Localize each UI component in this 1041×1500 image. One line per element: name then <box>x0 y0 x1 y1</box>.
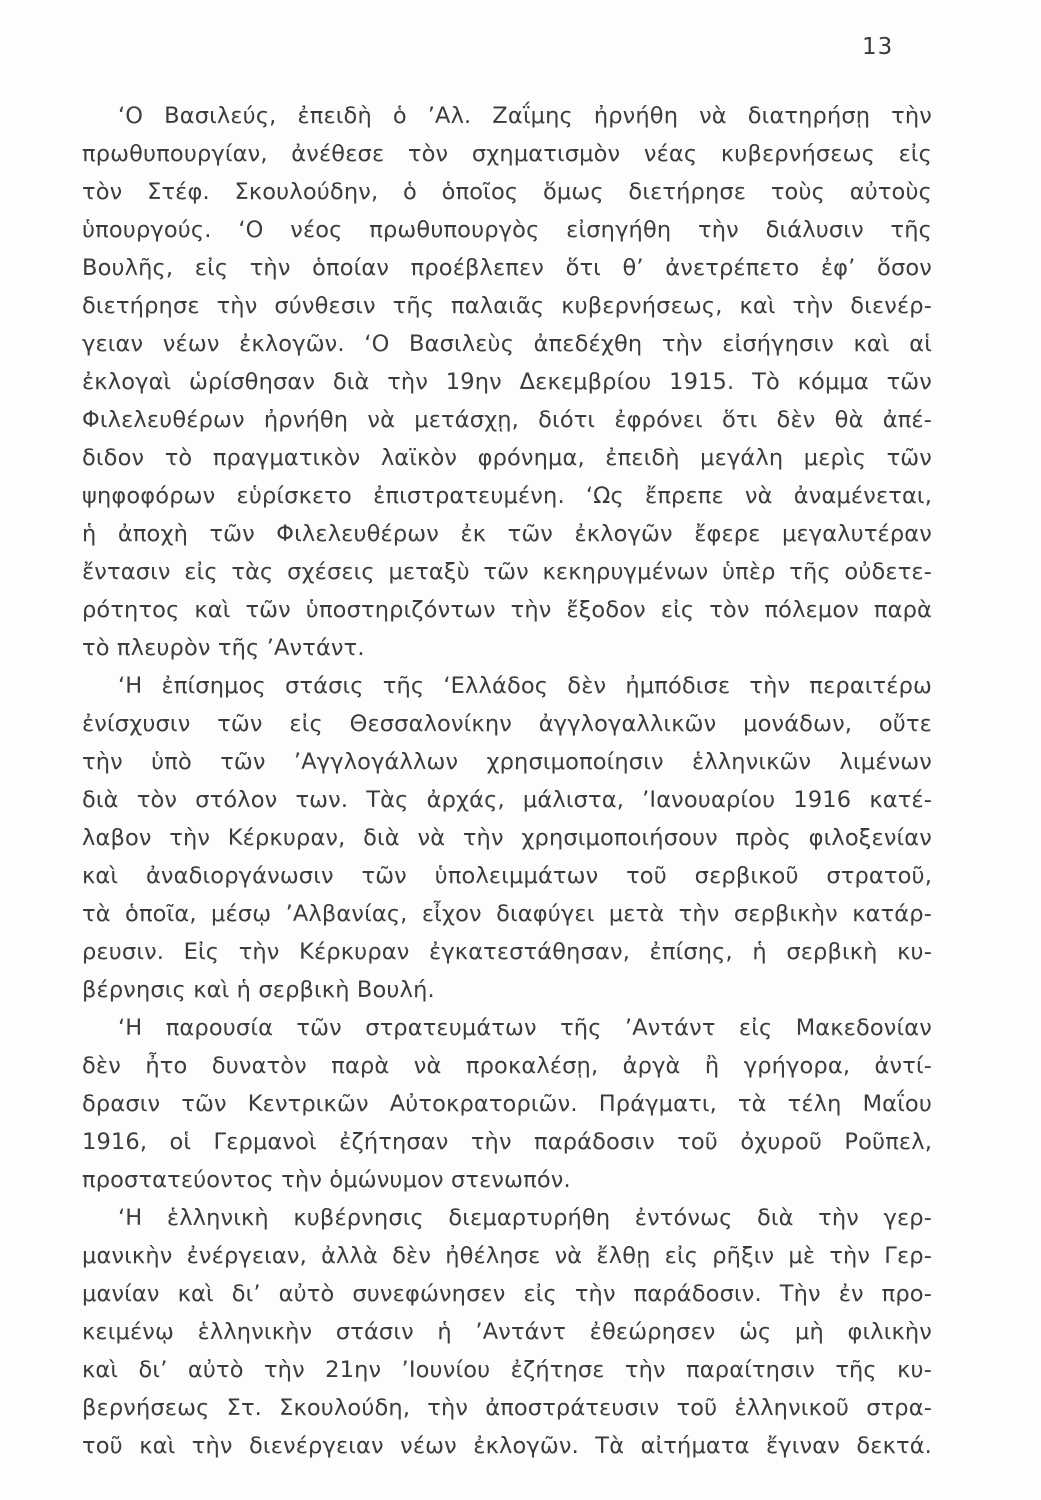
text-line: λαβον τὴν Κέρκυραν, διὰ νὰ τὴν χρησιμοποιήσουν πρὸς φιλοξενίαν <box>82 825 932 851</box>
body-text <box>82 97 932 1465</box>
text-line: ψηφοφόρων εὑρίσκετο ἐπιστρατευμένη. ‘Ως ἔπρεπε νὰ ἀναμένεται, <box>82 483 932 509</box>
text-line: Βουλῆς, εἰς τὴν ὁποίαν προέβλεπεν ὅτι θ’ ἀνετρέπετο ἐφ’ ὅσον <box>82 255 932 281</box>
text-line: διετήρησε τὴν σύνθεσιν τῆς παλαιᾶς κυβερνήσεως, καὶ τὴν διενέρ- <box>82 293 932 319</box>
text-line: ‘Ο Βασιλεύς, ἐπειδὴ ὁ ’Αλ. Ζαΐμης ἠρνήθη νὰ διατηρήσῃ τὴν <box>118 103 932 129</box>
text-line: ‘Η ἑλληνικὴ κυβέρνησις διεμαρτυρήθη ἐντόνως διὰ τὴν γερ- <box>118 1205 932 1231</box>
page-number: 13 <box>862 34 894 60</box>
text-line: καὶ δι’ αὐτὸ τὴν 21ην ’Ιουνίου ἐζήτησε τὴν παραίτησιν τῆς κυ- <box>82 1357 932 1383</box>
text-line: ἐνίσχυσιν τῶν εἰς Θεσσαλονίκην ἀγγλογαλλικῶν μονάδων, οὔτε <box>82 711 932 737</box>
text-line: βερνήσεως Στ. Σκουλούδη, τὴν ἀποστράτευσιν τοῦ ἑλληνικοῦ στρα- <box>82 1395 932 1421</box>
text-line: ἡ ἀποχὴ τῶν Φιλελευθέρων ἐκ τῶν ἐκλογῶν ἔφερε μεγαλυτέραν <box>82 521 932 547</box>
text-line: τὴν ὑπὸ τῶν ’Αγγλογάλλων χρησιμοποίησιν ἑλληνικῶν λιμένων <box>82 749 932 775</box>
text-line: καὶ ἀναδιοργάνωσιν τῶν ὑπολειμμάτων τοῦ σερβικοῦ στρατοῦ, <box>82 863 932 889</box>
text-line: ‘Η παρουσία τῶν στρατευμάτων τῆς ’Αντάντ εἰς Μακεδονίαν <box>118 1015 932 1041</box>
text-line: ‘Η ἐπίσημος στάσις τῆς ‘Ελλάδος δὲν ἠμπόδισε τὴν περαιτέρω <box>118 673 932 699</box>
text-line: μανίαν καὶ δι’ αὐτὸ συνεφώνησεν εἰς τὴν παράδοσιν. Τὴν ἐν προ- <box>82 1281 932 1307</box>
text-line: ρευσιν. Εἰς τὴν Κέρκυραν ἐγκατεστάθησαν, ἐπίσης, ἡ σερβικὴ κυ- <box>82 939 932 965</box>
text-line: ἐκλογαὶ ὡρίσθησαν διὰ τὴν 19ην Δεκεμβρίου 1915. Τὸ κόμμα τῶν <box>82 369 932 395</box>
text-line: προστατεύοντος τὴν ὁμώνυμον στενωπόν. <box>82 1167 571 1193</box>
text-line: τὰ ὁποῖα, μέσῳ ’Αλβανίας, εἶχον διαφύγει μετὰ τὴν σερβικὴν κατάρ- <box>82 901 932 927</box>
text-line: δὲν ἦτο δυνατὸν παρὰ νὰ προκαλέσῃ, ἀργὰ ἢ γρήγορα, ἀντί- <box>82 1053 932 1079</box>
text-line: Φιλελευθέρων ἠρνήθη νὰ μετάσχῃ, διότι ἐφρόνει ὅτι δὲν θὰ ἀπέ- <box>82 407 932 433</box>
text-line: γειαν νέων ἐκλογῶν. ‘Ο Βασιλεὺς ἀπεδέχθη τὴν εἰσήγησιν καὶ αἱ <box>82 331 932 357</box>
text-line: ὑπουργούς. ‘Ο νέος πρωθυπουργὸς εἰσηγήθη τὴν διάλυσιν τῆς <box>82 217 932 243</box>
text-line: βέρνησις καὶ ἡ σερβικὴ Βουλή. <box>82 977 435 1003</box>
text-line: τοῦ καὶ τὴν διενέργειαν νέων ἐκλογῶν. Τὰ αἰτήματα ἔγιναν δεκτά. <box>82 1433 932 1459</box>
text-line: 1916, οἱ Γερμανοὶ ἐζήτησαν τὴν παράδοσιν τοῦ ὀχυροῦ Ροῦπελ, <box>82 1129 932 1155</box>
text-line: τὸ πλευρὸν τῆς ’Αντάντ. <box>82 635 365 661</box>
text-line: δρασιν τῶν Κεντρικῶν Αὐτοκρατοριῶν. Πράγματι, τὰ τέλη Μαΐου <box>82 1091 932 1117</box>
text-line: μανικὴν ἐνέργειαν, ἀλλὰ δὲν ἠθέλησε νὰ ἔλθῃ εἰς ρῆξιν μὲ τὴν Γερ- <box>82 1243 932 1269</box>
text-line: ἔντασιν εἰς τὰς σχέσεις μεταξὺ τῶν κεκηρυγμένων ὑπὲρ τῆς οὐδετε- <box>82 559 932 585</box>
text-line: διὰ τὸν στόλον των. Τὰς ἀρχάς, μάλιστα, ’Ιανουαρίου 1916 κατέ- <box>82 787 932 813</box>
text-line: διδον τὸ πραγματικὸν λαϊκὸν φρόνημα, ἐπειδὴ μεγάλη μερὶς τῶν <box>82 445 932 471</box>
text-line: κειμένῳ ἑλληνικὴν στάσιν ἡ ’Αντάντ ἐθεώρησεν ὡς μὴ φιλικὴν <box>82 1319 932 1345</box>
text-line: πρωθυπουργίαν, ἀνέθεσε τὸν σχηματισμὸν νέας κυβερνήσεως εἰς <box>82 141 932 167</box>
text-line: ρότητος καὶ τῶν ὑποστηριζόντων τὴν ἔξοδον εἰς τὸν πόλεμον παρὰ <box>82 597 932 623</box>
text-line: τὸν Στέφ. Σκουλούδην, ὁ ὁποῖος ὅμως διετήρησε τοὺς αὐτοὺς <box>82 179 932 205</box>
